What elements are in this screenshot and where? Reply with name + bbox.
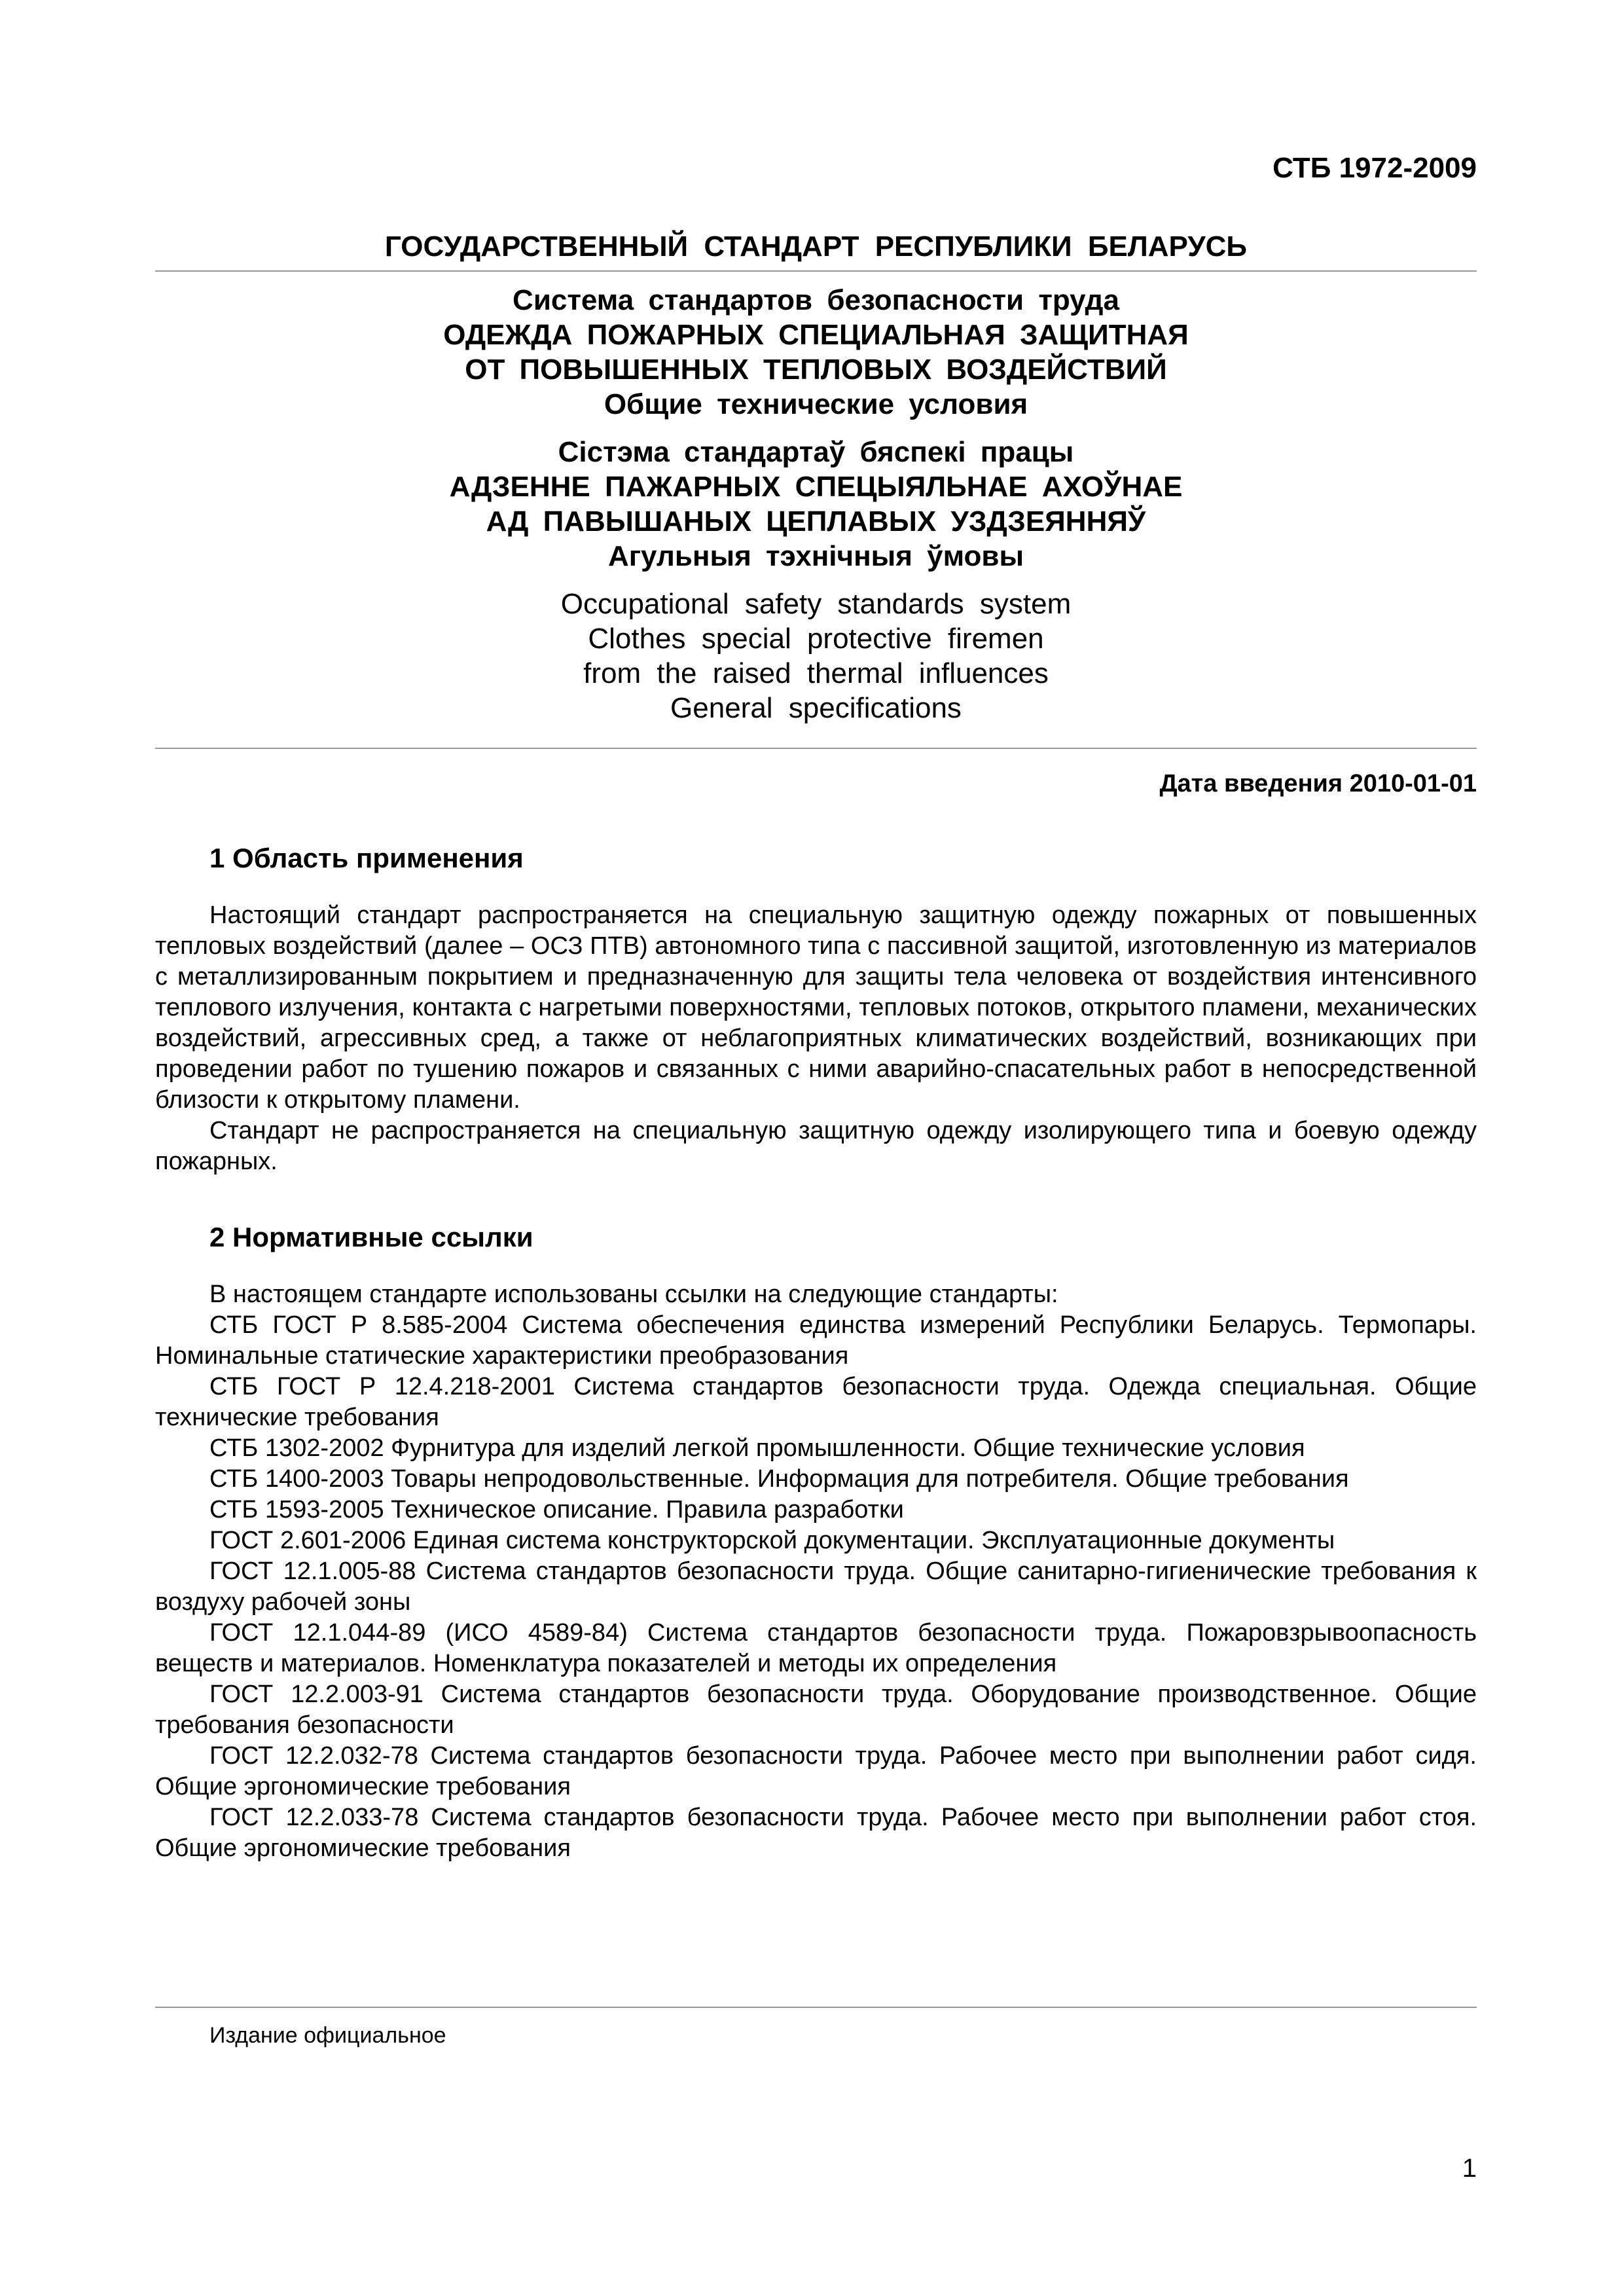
reference-item: ГОСТ 12.1.005-88 Система стандартов безопасности труда. Общие санитарно-гигиенические требования к воздуху рабочей зоны xyxy=(155,1558,1477,1616)
section-heading-references: 2 Нормативные ссылки xyxy=(209,1222,533,1252)
document-code: СТБ 1972-2009 xyxy=(1272,152,1477,184)
english-title xyxy=(155,587,1477,725)
paragraph: В настоящем стандарте использованы ссылки на следующие стандарты: xyxy=(209,1281,1058,1308)
russian-title xyxy=(155,283,1477,422)
state-standard-title: ГОСУДАРСТВЕННЫЙ СТАНДАРТ РЕСПУБЛИКИ БЕЛАРУСЬ xyxy=(384,230,1248,263)
russian-title-line: ОДЕЖДА ПОЖАРНЫХ СПЕЦИАЛЬНАЯ ЗАЩИТНАЯ xyxy=(443,319,1189,351)
paragraph: Настоящий стандарт распространяется на специальную защитную одежду пожарных от повышенных тепловых воздействий (далее – ОСЗ ПТВ) автономного типа с пассивной защитой, изготовленную из материалов с металлизированным покрытием и предназначенную для защиты тела человека от воздействия интенсивного теплового излучения, контакта с нагретыми поверхностями, тепловых потоков, открытого пламени, механических воздействий, агрессивных сред, а также от неблагоприятных климатических воздействий, возникающих при проведении работ по тушению пожаров и связанных с ними аварийно-спасательных работ в непосредственной близости к открытому пламени. xyxy=(155,902,1477,1114)
reference-item: ГОСТ 2.601-2006 Единая система конструкторской документации. Эксплуатационные документы xyxy=(209,1527,1335,1554)
reference-item: СТБ ГОСТ Р 12.4.218-2001 Система стандартов безопасности труда. Одежда специальная. Общие технические требования xyxy=(155,1373,1477,1431)
english-title-line: Occupational safety standards system xyxy=(560,588,1072,620)
english-title-line: Clothes special protective firemen xyxy=(588,623,1044,655)
reference-item: ГОСТ 12.2.032-78 Система стандартов безопасности труда. Рабочее место при выполнении работ сидя. Общие эргономические требования xyxy=(155,1742,1477,1800)
paragraph: Стандарт не распространяется на специальную защитную одежду изолирующего типа и боевую одежду пожарных. xyxy=(155,1117,1477,1175)
header-divider xyxy=(155,270,1477,272)
english-title-line: General specifications xyxy=(670,692,962,724)
footer-divider xyxy=(155,2007,1477,2008)
belarusian-title-line: Агульныя тэхнічныя ўмовы xyxy=(607,540,1024,572)
references-text xyxy=(155,1279,1477,1864)
reference-item: СТБ 1302-2002 Фурнитура для изделий легкой промышленности. Общие технические условия xyxy=(209,1434,1305,1462)
belarusian-title-line: Сістэма стандартаў бяспекі працы xyxy=(558,436,1074,468)
reference-item: СТБ 1593-2005 Техническое описание. Правила разработки xyxy=(209,1496,904,1523)
reference-item: ГОСТ 12.2.003-91 Система стандартов безопасности труда. Оборудование производственное. Общие требования безопасности xyxy=(155,1681,1477,1739)
introduction-date: Дата введения 2010-01-01 xyxy=(1159,770,1477,797)
belarusian-title xyxy=(155,435,1477,574)
official-edition-note: Издание официальное xyxy=(209,2023,446,2048)
page-number: 1 xyxy=(1462,2154,1477,2183)
reference-item: ГОСТ 12.2.033-78 Система стандартов безопасности труда. Рабочее место при выполнении работ стоя. Общие эргономические требования xyxy=(155,1804,1477,1862)
reference-item: СТБ 1400-2003 Товары непродовольственные. Информация для потребителя. Общие требования xyxy=(209,1465,1349,1493)
title-block xyxy=(155,283,1477,738)
russian-title-line: Общие технические условия xyxy=(604,388,1028,420)
belarusian-title-line: АДЗЕННЕ ПАЖАРНЫХ СПЕЦЫЯЛЬНАЕ АХОЎНАЕ xyxy=(449,471,1183,503)
title-divider xyxy=(155,748,1477,749)
reference-item: СТБ ГОСТ Р 8.585-2004 Система обеспечения единства измерений Республики Беларусь. Термопары. Номинальные статические характеристики преобразования xyxy=(155,1311,1477,1370)
scope-text xyxy=(155,900,1477,1177)
russian-title-line: Система стандартов безопасности труда xyxy=(513,284,1119,316)
section-heading-scope: 1 Область применения xyxy=(209,843,524,873)
belarusian-title-line: АД ПАВЫШАНЫХ ЦЕПЛАВЫХ УЗДЗЕЯННЯЎ xyxy=(486,505,1146,538)
english-title-line: from the raised thermal influences xyxy=(583,657,1049,689)
reference-item: ГОСТ 12.1.044-89 (ИСО 4589-84) Система стандартов безопасности труда. Пожаровзрывоопасность веществ и материалов. Номенклатура показателей и методы их определения xyxy=(155,1619,1477,1677)
russian-title-line: ОТ ПОВЫШЕННЫХ ТЕПЛОВЫХ ВОЗДЕЙСТВИЙ xyxy=(465,354,1167,386)
